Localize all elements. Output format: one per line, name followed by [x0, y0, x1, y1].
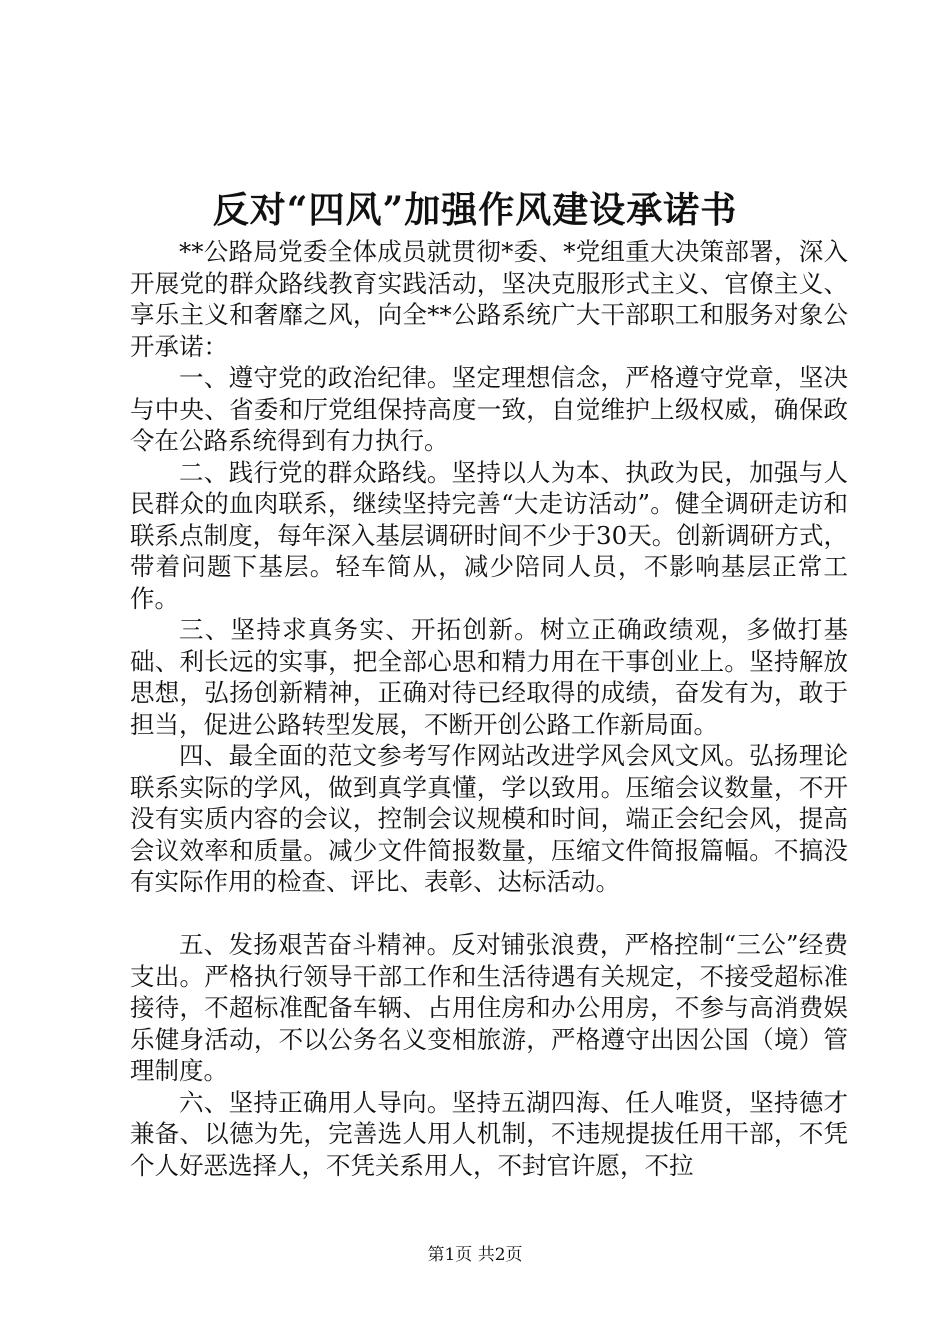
commitment-paragraph-2: 二、践行党的群众路线。坚持以人为本、执政为民，加强与人民群众的血肉联系，继续坚持完善“大走访活动”。健全调研走访和联系点制度，每年深入基层调研时间不少于30天。创新调研方式，带着问题下基层。轻车简从，减少陪同人员，不影响基层正常工作。 — [130, 457, 848, 613]
commitment-paragraph-4: 四、最全面的范文参考写作网站改进学风会风文风。弘扬理论联系实际的学风，做到真学真懂，学以致用。压缩会议数量，不开没有实质内容的会议，控制会议规模和时间，端正会纪会风，提高会议效率和质量。减少文件简报数量，压缩文件简报篇幅。不搞没有实际作用的检查、评比、表彰、达标活动。 — [130, 741, 848, 896]
commitment-paragraph-6: 六、坚持正确用人导向。坚持五湖四海、任人唯贤，坚持德才兼备、以德为先，完善选人用人机制，不违规提拔任用干部，不凭个人好恶选择人，不凭关系用人，不封官许愿，不拉 — [130, 1087, 848, 1180]
intro-paragraph: **公路局党委全体成员就贯彻*委、*党组重大决策部署，深入开展党的群众路线教育实践活动，坚决克服形式主义、官僚主义、享乐主义和奢靡之风，向全**公路系统广大干部职工和服务对象公开承诺： — [130, 237, 848, 361]
document-body — [130, 236, 848, 1181]
commitment-paragraph-3: 三、坚持求真务实、开拓创新。树立正确政绩观，多做打基础、利长远的实事，把全部心思和精力用在干事创业上。坚持解放思想，弘扬创新精神，正确对待已经取得的成绩，奋发有为，敢于担当，促进公路转型发展，不断开创公路工作新局面。 — [130, 615, 848, 739]
page-number-footer: 第1页 共2页 — [427, 1245, 523, 1265]
commitment-paragraph-5: 五、发扬艰苦奋斗精神。反对铺张浪费，严格控制“三公”经费支出。严格执行领导干部工作和生活待遇有关规定，不接受超标准接待，不超标准配备车辆、占用住房和办公用房，不参与高消费娱乐健身活动，不以公务名义变相旅游，严格遵守出因公国（境）管理制度。 — [130, 930, 848, 1085]
commitment-paragraph-1: 一、遵守党的政治纪律。坚定理想信念，严格遵守党章，坚决与中央、省委和厅党组保持高度一致，自觉维护上级权威，确保政令在公路系统得到有力执行。 — [130, 363, 848, 455]
document-title: 反对“四风”加强作风建设承诺书 — [212, 189, 738, 231]
